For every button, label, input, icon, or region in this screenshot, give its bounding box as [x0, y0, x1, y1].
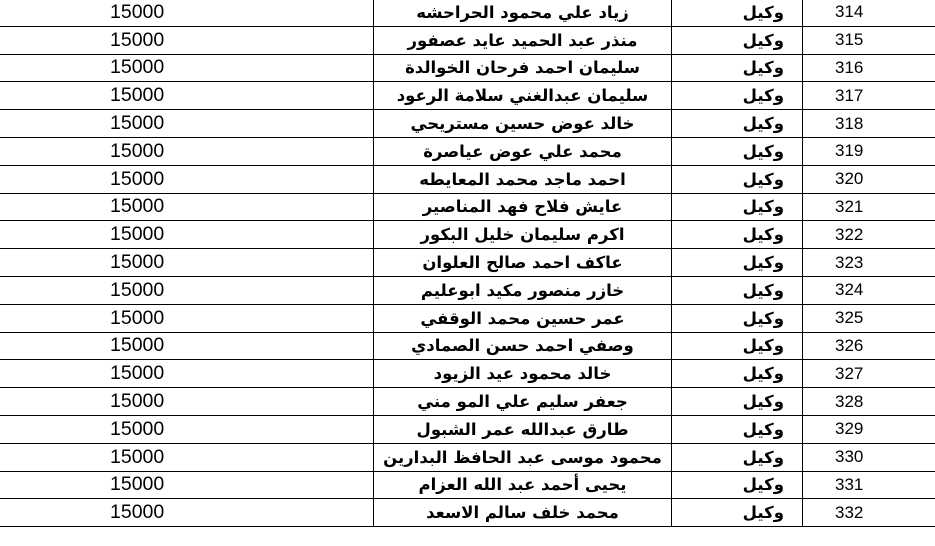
amount-cell: 15000	[0, 499, 374, 527]
row-number-cell: 315	[803, 26, 935, 54]
row-number-cell: 332	[803, 499, 935, 527]
rank-cell: وكيل	[672, 471, 803, 499]
rank-cell: وكيل	[672, 26, 803, 54]
rank-cell: وكيل	[672, 388, 803, 416]
rank-cell: وكيل	[672, 332, 803, 360]
table-row	[0, 499, 935, 527]
amount-cell: 15000	[0, 415, 374, 443]
amount-cell: 15000	[0, 304, 374, 332]
rank-cell: وكيل	[672, 360, 803, 388]
rank-cell: وكيل	[672, 499, 803, 527]
name-cell: خالد محمود عيد الزيود	[374, 360, 672, 388]
row-number-cell: 320	[803, 165, 935, 193]
row-number-cell: 317	[803, 82, 935, 110]
name-cell: وصفي احمد حسن الصمادي	[374, 332, 672, 360]
name-cell: خالد عوض حسين مستريحي	[374, 110, 672, 138]
rank-cell: وكيل	[672, 443, 803, 471]
row-number-cell: 324	[803, 276, 935, 304]
table-row	[0, 165, 935, 193]
row-number-cell: 329	[803, 415, 935, 443]
rank-cell: وكيل	[672, 304, 803, 332]
table-row	[0, 54, 935, 82]
amount-cell: 15000	[0, 137, 374, 165]
rank-cell: وكيل	[672, 221, 803, 249]
name-cell: عاكف احمد صالح العلوان	[374, 249, 672, 277]
name-cell: عمر حسين محمد الوقفي	[374, 304, 672, 332]
amount-cell: 15000	[0, 26, 374, 54]
table-row	[0, 304, 935, 332]
row-number-cell: 331	[803, 471, 935, 499]
amount-cell: 15000	[0, 110, 374, 138]
rank-cell: وكيل	[672, 54, 803, 82]
name-cell: سليمان عبدالغني سلامة الرعود	[374, 82, 672, 110]
table-row	[0, 193, 935, 221]
amount-cell: 15000	[0, 193, 374, 221]
row-number-cell: 327	[803, 360, 935, 388]
rank-cell: وكيل	[672, 193, 803, 221]
row-number-cell: 321	[803, 193, 935, 221]
table-row	[0, 26, 935, 54]
table-row	[0, 388, 935, 416]
amount-cell: 15000	[0, 443, 374, 471]
rank-cell: وكيل	[672, 110, 803, 138]
table-row	[0, 360, 935, 388]
name-cell: يحيى أحمد عبد الله العزام	[374, 471, 672, 499]
row-number-cell: 318	[803, 110, 935, 138]
table-row	[0, 249, 935, 277]
rank-cell: وكيل	[672, 137, 803, 165]
amount-cell: 15000	[0, 388, 374, 416]
table-row	[0, 471, 935, 499]
amount-cell: 15000	[0, 249, 374, 277]
amount-cell: 15000	[0, 360, 374, 388]
name-cell: خازر منصور مكيد ابوعليم	[374, 276, 672, 304]
name-cell: محمود موسى عبد الحافظ البدارين	[374, 443, 672, 471]
row-number-cell: 322	[803, 221, 935, 249]
rank-cell: وكيل	[672, 249, 803, 277]
table-row	[0, 415, 935, 443]
rank-cell: وكيل	[672, 165, 803, 193]
name-cell: احمد ماجد محمد المعايطه	[374, 165, 672, 193]
amount-cell: 15000	[0, 276, 374, 304]
row-number-cell: 316	[803, 54, 935, 82]
table-row	[0, 110, 935, 138]
rank-cell: وكيل	[672, 415, 803, 443]
name-cell: جعفر سليم علي المو مني	[374, 388, 672, 416]
amount-cell: 15000	[0, 221, 374, 249]
amount-cell: 15000	[0, 0, 374, 26]
name-cell: محمد خلف سالم الاسعد	[374, 499, 672, 527]
row-number-cell: 325	[803, 304, 935, 332]
row-number-cell: 323	[803, 249, 935, 277]
name-cell: محمد علي عوض عياصرة	[374, 137, 672, 165]
name-cell: منذر عبد الحميد عايد عصفور	[374, 26, 672, 54]
row-number-cell: 330	[803, 443, 935, 471]
amount-cell: 15000	[0, 332, 374, 360]
row-number-cell: 314	[803, 0, 935, 26]
table-row	[0, 0, 935, 26]
row-number-cell: 328	[803, 388, 935, 416]
table-row	[0, 443, 935, 471]
row-number-cell: 326	[803, 332, 935, 360]
table-row	[0, 276, 935, 304]
rank-cell: وكيل	[672, 0, 803, 26]
name-cell: عايش فلاح فهد المناصير	[374, 193, 672, 221]
amount-cell: 15000	[0, 54, 374, 82]
name-cell: طارق عبدالله عمر الشبول	[374, 415, 672, 443]
table-row	[0, 332, 935, 360]
name-cell: زياد علي محمود الحراحشه	[374, 0, 672, 26]
amount-cell: 15000	[0, 165, 374, 193]
amount-cell: 15000	[0, 471, 374, 499]
table-row	[0, 137, 935, 165]
amount-cell: 15000	[0, 82, 374, 110]
row-number-cell: 319	[803, 137, 935, 165]
table-row	[0, 221, 935, 249]
name-cell: اكرم سليمان خليل البكور	[374, 221, 672, 249]
name-cell: سليمان احمد فرحان الخوالدة	[374, 54, 672, 82]
table-row	[0, 82, 935, 110]
rank-cell: وكيل	[672, 82, 803, 110]
rank-cell: وكيل	[672, 276, 803, 304]
